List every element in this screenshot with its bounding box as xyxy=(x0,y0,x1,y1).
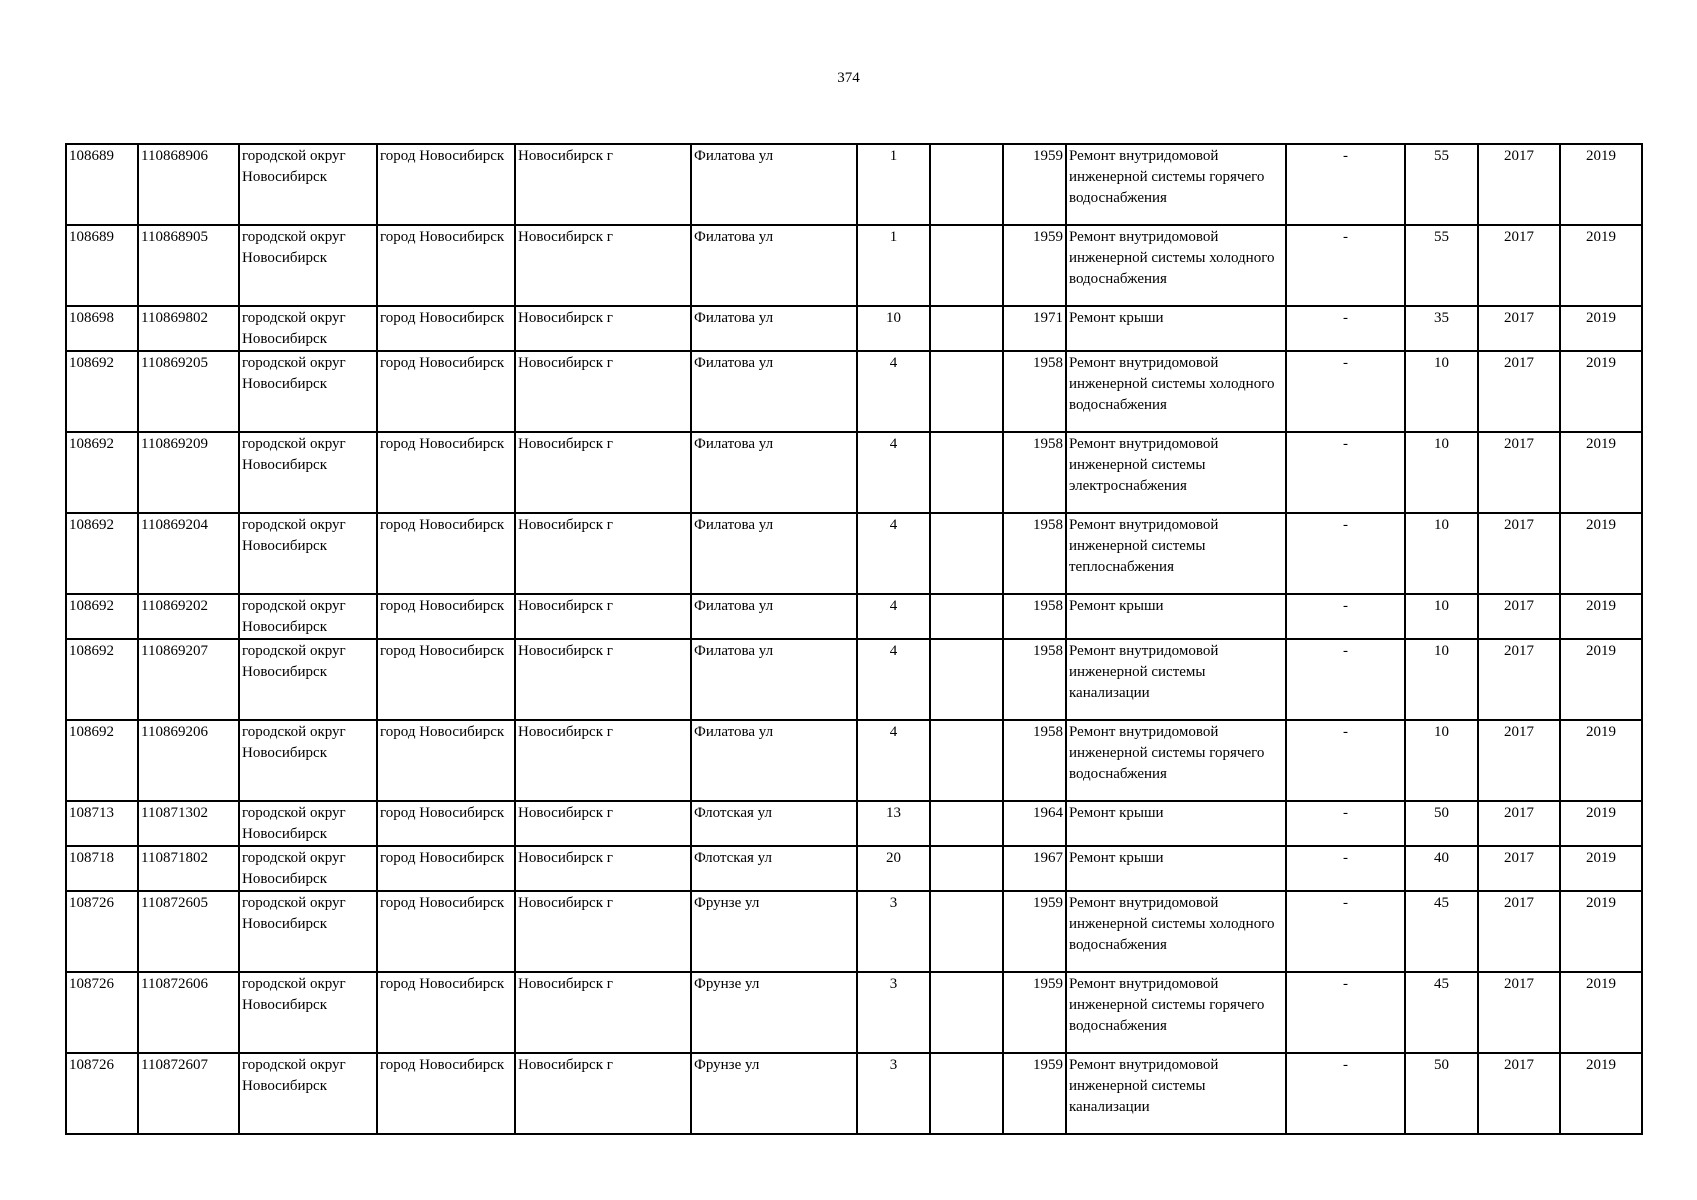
build-year-cell: 1958 xyxy=(1003,351,1066,432)
building-cell xyxy=(930,306,1003,351)
work-type-cell: Ремонт внутридомовой инженерной системы теплоснабжения xyxy=(1066,513,1286,594)
end-year-cell: 2019 xyxy=(1560,801,1642,846)
dash-cell: - xyxy=(1286,639,1405,720)
building-cell xyxy=(930,432,1003,513)
value-cell: 50 xyxy=(1405,801,1478,846)
start-year-cell: 2017 xyxy=(1478,801,1560,846)
value-cell: 10 xyxy=(1405,351,1478,432)
row-id-cell: 108689 xyxy=(66,144,138,225)
row-code-cell: 110871802 xyxy=(138,846,239,891)
building-cell xyxy=(930,846,1003,891)
value-cell: 45 xyxy=(1405,972,1478,1053)
row-id-cell: 108689 xyxy=(66,225,138,306)
house-number-cell: 13 xyxy=(857,801,930,846)
settlement-cell: город Новосибирск xyxy=(377,972,515,1053)
end-year-cell: 2019 xyxy=(1560,720,1642,801)
street-cell: Флотская ул xyxy=(691,801,857,846)
value-cell: 10 xyxy=(1405,639,1478,720)
building-cell xyxy=(930,801,1003,846)
start-year-cell: 2017 xyxy=(1478,144,1560,225)
street-cell: Филатова ул xyxy=(691,144,857,225)
district-cell: городской округ Новосибирск xyxy=(239,639,377,720)
street-cell: Филатова ул xyxy=(691,306,857,351)
start-year-cell: 2017 xyxy=(1478,846,1560,891)
city-cell: Новосибирск г xyxy=(515,891,691,972)
value-cell: 45 xyxy=(1405,891,1478,972)
row-code-cell: 110869802 xyxy=(138,306,239,351)
row-code-cell: 110872605 xyxy=(138,891,239,972)
dash-cell: - xyxy=(1286,846,1405,891)
dash-cell: - xyxy=(1286,351,1405,432)
table-row xyxy=(66,1053,1642,1134)
house-number-cell: 10 xyxy=(857,306,930,351)
table-row xyxy=(66,513,1642,594)
city-cell: Новосибирск г xyxy=(515,144,691,225)
table-row xyxy=(66,639,1642,720)
value-cell: 10 xyxy=(1405,513,1478,594)
value-cell: 55 xyxy=(1405,144,1478,225)
end-year-cell: 2019 xyxy=(1560,1053,1642,1134)
start-year-cell: 2017 xyxy=(1478,639,1560,720)
district-cell: городской округ Новосибирск xyxy=(239,720,377,801)
value-cell: 35 xyxy=(1405,306,1478,351)
dash-cell: - xyxy=(1286,306,1405,351)
work-type-cell: Ремонт крыши xyxy=(1066,801,1286,846)
house-number-cell: 20 xyxy=(857,846,930,891)
city-cell: Новосибирск г xyxy=(515,594,691,639)
row-id-cell: 108718 xyxy=(66,846,138,891)
house-number-cell: 1 xyxy=(857,144,930,225)
table-row xyxy=(66,891,1642,972)
table-row xyxy=(66,306,1642,351)
work-type-cell: Ремонт крыши xyxy=(1066,306,1286,351)
dash-cell: - xyxy=(1286,144,1405,225)
row-code-cell: 110868905 xyxy=(138,225,239,306)
building-cell xyxy=(930,972,1003,1053)
row-code-cell: 110869205 xyxy=(138,351,239,432)
settlement-cell: город Новосибирск xyxy=(377,891,515,972)
table-row xyxy=(66,801,1642,846)
build-year-cell: 1959 xyxy=(1003,144,1066,225)
end-year-cell: 2019 xyxy=(1560,306,1642,351)
value-cell: 10 xyxy=(1405,720,1478,801)
build-year-cell: 1958 xyxy=(1003,513,1066,594)
district-cell: городской округ Новосибирск xyxy=(239,432,377,513)
city-cell: Новосибирск г xyxy=(515,1053,691,1134)
house-number-cell: 4 xyxy=(857,639,930,720)
street-cell: Фрунзе ул xyxy=(691,891,857,972)
table-row xyxy=(66,432,1642,513)
settlement-cell: город Новосибирск xyxy=(377,720,515,801)
build-year-cell: 1958 xyxy=(1003,432,1066,513)
table-row xyxy=(66,846,1642,891)
work-type-cell: Ремонт внутридомовой инженерной системы холодного водоснабжения xyxy=(1066,891,1286,972)
row-code-cell: 110869207 xyxy=(138,639,239,720)
district-cell: городской округ Новосибирск xyxy=(239,1053,377,1134)
page-number: 374 xyxy=(837,70,860,86)
table-row xyxy=(66,351,1642,432)
dash-cell: - xyxy=(1286,720,1405,801)
house-number-cell: 4 xyxy=(857,720,930,801)
street-cell: Филатова ул xyxy=(691,513,857,594)
work-type-cell: Ремонт внутридомовой инженерной системы электроснабжения xyxy=(1066,432,1286,513)
building-cell xyxy=(930,720,1003,801)
dash-cell: - xyxy=(1286,432,1405,513)
table-body xyxy=(66,144,1642,1134)
building-cell xyxy=(930,1053,1003,1134)
start-year-cell: 2017 xyxy=(1478,594,1560,639)
value-cell: 50 xyxy=(1405,1053,1478,1134)
work-type-cell: Ремонт внутридомовой инженерной системы горячего водоснабжения xyxy=(1066,720,1286,801)
value-cell: 10 xyxy=(1405,594,1478,639)
house-number-cell: 4 xyxy=(857,432,930,513)
end-year-cell: 2019 xyxy=(1560,972,1642,1053)
city-cell: Новосибирск г xyxy=(515,639,691,720)
row-id-cell: 108692 xyxy=(66,594,138,639)
district-cell: городской округ Новосибирск xyxy=(239,144,377,225)
start-year-cell: 2017 xyxy=(1478,891,1560,972)
table-row xyxy=(66,144,1642,225)
start-year-cell: 2017 xyxy=(1478,513,1560,594)
end-year-cell: 2019 xyxy=(1560,432,1642,513)
building-cell xyxy=(930,639,1003,720)
city-cell: Новосибирск г xyxy=(515,801,691,846)
build-year-cell: 1959 xyxy=(1003,972,1066,1053)
district-cell: городской округ Новосибирск xyxy=(239,351,377,432)
dash-cell: - xyxy=(1286,225,1405,306)
row-id-cell: 108726 xyxy=(66,972,138,1053)
work-type-cell: Ремонт внутридомовой инженерной системы холодного водоснабжения xyxy=(1066,225,1286,306)
settlement-cell: город Новосибирск xyxy=(377,351,515,432)
house-number-cell: 4 xyxy=(857,351,930,432)
house-number-cell: 4 xyxy=(857,513,930,594)
district-cell: городской округ Новосибирск xyxy=(239,801,377,846)
end-year-cell: 2019 xyxy=(1560,225,1642,306)
district-cell: городской округ Новосибирск xyxy=(239,594,377,639)
row-code-cell: 110871302 xyxy=(138,801,239,846)
end-year-cell: 2019 xyxy=(1560,513,1642,594)
row-id-cell: 108692 xyxy=(66,720,138,801)
row-id-cell: 108698 xyxy=(66,306,138,351)
start-year-cell: 2017 xyxy=(1478,306,1560,351)
build-year-cell: 1958 xyxy=(1003,594,1066,639)
end-year-cell: 2019 xyxy=(1560,639,1642,720)
street-cell: Филатова ул xyxy=(691,351,857,432)
build-year-cell: 1958 xyxy=(1003,720,1066,801)
dash-cell: - xyxy=(1286,513,1405,594)
street-cell: Филатова ул xyxy=(691,639,857,720)
table-row xyxy=(66,594,1642,639)
end-year-cell: 2019 xyxy=(1560,594,1642,639)
city-cell: Новосибирск г xyxy=(515,972,691,1053)
capital-repair-table xyxy=(65,143,1643,1135)
building-cell xyxy=(930,891,1003,972)
table-row xyxy=(66,225,1642,306)
settlement-cell: город Новосибирск xyxy=(377,225,515,306)
row-code-cell: 110869202 xyxy=(138,594,239,639)
build-year-cell: 1959 xyxy=(1003,225,1066,306)
building-cell xyxy=(930,594,1003,639)
build-year-cell: 1959 xyxy=(1003,891,1066,972)
house-number-cell: 3 xyxy=(857,1053,930,1134)
city-cell: Новосибирск г xyxy=(515,513,691,594)
start-year-cell: 2017 xyxy=(1478,720,1560,801)
row-id-cell: 108692 xyxy=(66,351,138,432)
dash-cell: - xyxy=(1286,891,1405,972)
street-cell: Филатова ул xyxy=(691,432,857,513)
settlement-cell: город Новосибирск xyxy=(377,1053,515,1134)
work-type-cell: Ремонт внутридомовой инженерной системы канализации xyxy=(1066,639,1286,720)
value-cell: 55 xyxy=(1405,225,1478,306)
row-id-cell: 108726 xyxy=(66,1053,138,1134)
end-year-cell: 2019 xyxy=(1560,891,1642,972)
start-year-cell: 2017 xyxy=(1478,351,1560,432)
settlement-cell: город Новосибирск xyxy=(377,846,515,891)
row-code-cell: 110869206 xyxy=(138,720,239,801)
settlement-cell: город Новосибирск xyxy=(377,306,515,351)
build-year-cell: 1964 xyxy=(1003,801,1066,846)
house-number-cell: 3 xyxy=(857,972,930,1053)
city-cell: Новосибирск г xyxy=(515,351,691,432)
work-type-cell: Ремонт внутридомовой инженерной системы холодного водоснабжения xyxy=(1066,351,1286,432)
start-year-cell: 2017 xyxy=(1478,972,1560,1053)
settlement-cell: город Новосибирск xyxy=(377,639,515,720)
settlement-cell: город Новосибирск xyxy=(377,513,515,594)
settlement-cell: город Новосибирск xyxy=(377,801,515,846)
row-code-cell: 110869204 xyxy=(138,513,239,594)
start-year-cell: 2017 xyxy=(1478,225,1560,306)
district-cell: городской округ Новосибирск xyxy=(239,846,377,891)
district-cell: городской округ Новосибирск xyxy=(239,891,377,972)
row-id-cell: 108692 xyxy=(66,513,138,594)
district-cell: городской округ Новосибирск xyxy=(239,513,377,594)
district-cell: городской округ Новосибирск xyxy=(239,972,377,1053)
row-id-cell: 108692 xyxy=(66,432,138,513)
city-cell: Новосибирск г xyxy=(515,306,691,351)
dash-cell: - xyxy=(1286,801,1405,846)
settlement-cell: город Новосибирск xyxy=(377,594,515,639)
dash-cell: - xyxy=(1286,972,1405,1053)
dash-cell: - xyxy=(1286,1053,1405,1134)
value-cell: 10 xyxy=(1405,432,1478,513)
table-row xyxy=(66,720,1642,801)
street-cell: Филатова ул xyxy=(691,594,857,639)
city-cell: Новосибирск г xyxy=(515,846,691,891)
row-code-cell: 110868906 xyxy=(138,144,239,225)
end-year-cell: 2019 xyxy=(1560,351,1642,432)
house-number-cell: 3 xyxy=(857,891,930,972)
row-code-cell: 110869209 xyxy=(138,432,239,513)
work-type-cell: Ремонт внутридомовой инженерной системы горячего водоснабжения xyxy=(1066,972,1286,1053)
building-cell xyxy=(930,225,1003,306)
city-cell: Новосибирск г xyxy=(515,720,691,801)
row-id-cell: 108692 xyxy=(66,639,138,720)
city-cell: Новосибирск г xyxy=(515,432,691,513)
table-row xyxy=(66,972,1642,1053)
street-cell: Филатова ул xyxy=(691,720,857,801)
dash-cell: - xyxy=(1286,594,1405,639)
build-year-cell: 1959 xyxy=(1003,1053,1066,1134)
building-cell xyxy=(930,351,1003,432)
value-cell: 40 xyxy=(1405,846,1478,891)
start-year-cell: 2017 xyxy=(1478,432,1560,513)
building-cell xyxy=(930,144,1003,225)
district-cell: городской округ Новосибирск xyxy=(239,225,377,306)
row-id-cell: 108713 xyxy=(66,801,138,846)
building-cell xyxy=(930,513,1003,594)
work-type-cell: Ремонт крыши xyxy=(1066,594,1286,639)
row-code-cell: 110872606 xyxy=(138,972,239,1053)
street-cell: Фрунзе ул xyxy=(691,1053,857,1134)
settlement-cell: город Новосибирск xyxy=(377,432,515,513)
row-id-cell: 108726 xyxy=(66,891,138,972)
end-year-cell: 2019 xyxy=(1560,846,1642,891)
district-cell: городской округ Новосибирск xyxy=(239,306,377,351)
build-year-cell: 1958 xyxy=(1003,639,1066,720)
house-number-cell: 4 xyxy=(857,594,930,639)
street-cell: Флотская ул xyxy=(691,846,857,891)
work-type-cell: Ремонт внутридомовой инженерной системы канализации xyxy=(1066,1053,1286,1134)
build-year-cell: 1971 xyxy=(1003,306,1066,351)
settlement-cell: город Новосибирск xyxy=(377,144,515,225)
house-number-cell: 1 xyxy=(857,225,930,306)
row-code-cell: 110872607 xyxy=(138,1053,239,1134)
street-cell: Фрунзе ул xyxy=(691,972,857,1053)
work-type-cell: Ремонт внутридомовой инженерной системы горячего водоснабжения xyxy=(1066,144,1286,225)
end-year-cell: 2019 xyxy=(1560,144,1642,225)
street-cell: Филатова ул xyxy=(691,225,857,306)
work-type-cell: Ремонт крыши xyxy=(1066,846,1286,891)
city-cell: Новосибирск г xyxy=(515,225,691,306)
start-year-cell: 2017 xyxy=(1478,1053,1560,1134)
build-year-cell: 1967 xyxy=(1003,846,1066,891)
